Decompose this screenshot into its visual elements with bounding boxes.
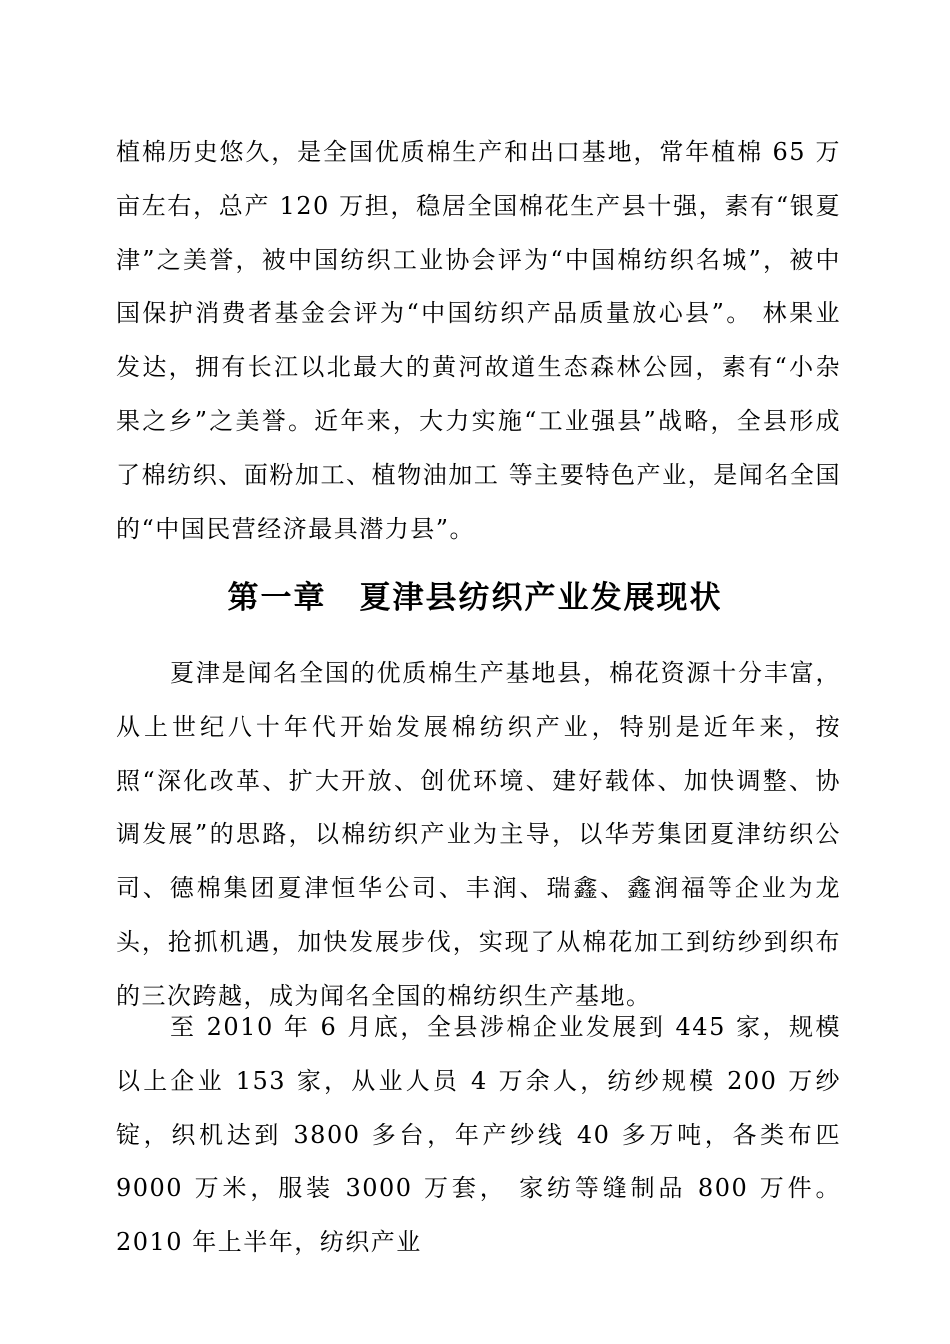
- chapter-title: 第一章 夏津县纺织产业发展现状: [227, 580, 723, 616]
- body-paragraph-2: 至 2010 年 6 月底，全县涉棉企业发展到 445 家，规模以上企业 153 家，从业人员 4 万余人，纺纱规模 200 万纱锭，织机达到 3800 多台，年产纱线 40 多万吨，各类布匹 9000 万米，服装 3000 万套， 家纺等缝制品 800 万件。2010 年上半年，纺织产业: [116, 1013, 841, 1257]
- intro-paragraph: 植棉历史悠久，是全国优质棉生产和出口基地，常年植棉 65 万亩左右，总产 120 万担，稳居全国棉花生产县十强，素有“银夏津”之美誉，被中国纺织工业协会评为“中国棉纺织名城”，被中国保护消费者基金会评为“中国纺织产品质量放心县”。 林果业发达，拥有长江以北最大的黄河故道生态森林公园，素有“小杂果之乡”之美誉。近年来，大力实施“工业强县”战略，全县形成了棉纺织、面粉加工、植物油加工 等主要特色产业，是闻名全国的“中国民营经济最具潜力县”。: [116, 138, 841, 543]
- body-paragraph-1: 夏津是闻名全国的优质棉生产基地县，棉花资源十分丰富，从上世纪八十年代开始发展棉纺织产业，特别是近年来，按照“深化改革、扩大开放、创优环境、建好载体、加快调整、协调发展”的思路，以棉纺织产业为主导，以华芳集团夏津纺织公司、德棉集团夏津恒华公司、丰润、瑞鑫、鑫润福等企业为龙头，抢抓机遇，加快发展步伐，实现了从棉花加工到纺纱到织布的三次跨越，成为闻名全国的棉纺织生产基地。: [116, 659, 841, 1010]
